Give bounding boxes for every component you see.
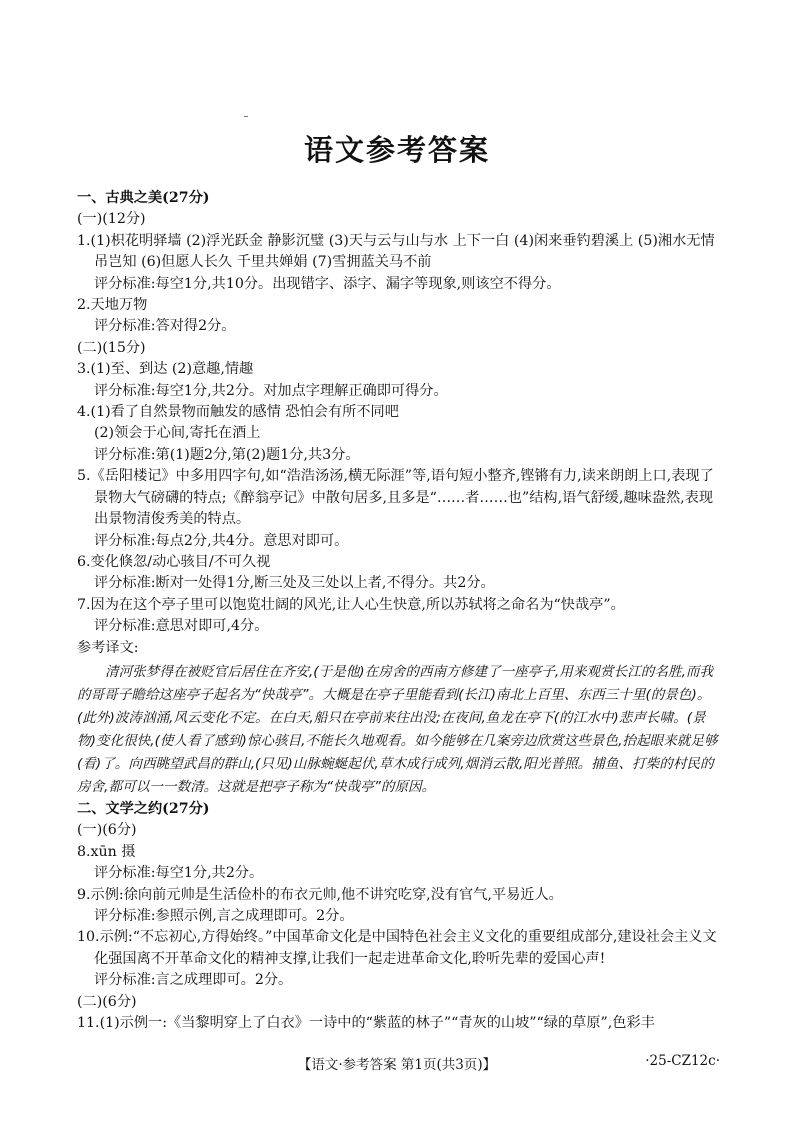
section-heading: 一、古典之美(27分) — [77, 190, 210, 206]
part-heading: (二)(15分) — [77, 339, 146, 356]
answer-body — [77, 188, 721, 1034]
scoring-note: 评分标准:每空1分,共2分。对加点字理解正确即可得分。 — [94, 382, 448, 399]
answer-item: 10.示例:“不忘初心,方得始终。”中国革命文化是中国特色社会主义文化的重要组成部分,建设社会主义文化强国离不开革命文化的精神支撑,让我们一起走进革命文化,聆听先辈的爱国心声! — [77, 929, 717, 967]
answer-subitem: (2)领会于心间,寄托在酒上 — [94, 425, 261, 442]
translation-text: 清河张梦得在被贬官后居住在齐安,(于是他)在房舍的西南方修建了一座亭子,用来观赏长江的名胜,而我的哥哥子瞻给这座亭子起名为“快哉亭”。大概是在亭子里能看到(长江)南北上百里、东西三十里(的景色)。(此外)波涛汹涌,风云变化不定。在白天,船只在亭前来往出没;在夜间,鱼龙在亭下(的江水中)悲声长啸。(景物)变化很快,(使人看了感到)惊心骇目,不能长久地观看。如今能够在几案旁边欣赏这些景色,抬起眼来就足够(看)了。向西眺望武昌的群山,(只见)山脉蜿蜒起伏,草木成行成列,烟消云散,阳光普照。捕鱼、打柴的村民的房舍,都可以一一数清。这就是把亭子称为“快哉亭”的原因。 — [77, 663, 718, 795]
answer-item: 9.示例:徐向前元帅是生活俭朴的布衣元帅,他不讲究吃穿,没有官气,平易近人。 — [77, 886, 563, 903]
scoring-note: 评分标准:言之成理即可。2分。 — [94, 972, 293, 989]
scoring-note: 评分标准:答对得2分。 — [94, 318, 236, 335]
scoring-note: 评分标准:每空1分,共2分。 — [94, 865, 264, 882]
scoring-note: 评分标准:第(1)题2分,第(2)题1分,共3分。 — [94, 446, 360, 463]
part-heading: (一)(12分) — [77, 211, 146, 228]
section-heading: 二、文学之约(27分) — [77, 800, 210, 817]
part-heading: (一)(6分) — [77, 822, 137, 839]
page-title: 语文参考答案 — [303, 133, 490, 167]
answer-item: 6.变化倏忽/动心骇目/不可久视 — [77, 553, 271, 570]
footer-code: ·25-CZ12c· — [645, 1053, 720, 1069]
answer-item: 7.因为在这个亭子里可以饱览壮阔的风光,让人心生快意,所以苏轼将之命名为“快哉亭”。 — [77, 596, 625, 613]
scoring-note: 评分标准:参照示例,言之成理即可。2分。 — [94, 907, 354, 924]
answer-item: 5.《岳阳楼记》中多用四字句,如“浩浩汤汤,横无际涯”等,语句短小整齐,铿锵有力,读来朗朗上口,表现了景物大气磅礴的特点;《醉翁亭记》中散句居多,且多是“……者……也”结构,语气舒缓,趣味盎然,表现出景物清俊秀美的特点。 — [77, 468, 714, 528]
answer-item: 4.(1)看了自然景物而触发的感情 恐怕会有所不同吧 — [77, 404, 399, 421]
answer-item: 11.(1)示例一:《当黎明穿上了白衣》一诗中的“紫蓝的林子”“青灰的山坡”“绿的草原”,色彩丰 — [77, 1015, 655, 1031]
answer-item: 1.(1)枳花明驿墙 (2)浮光跃金 静影沉璧 (3)天与云与山与水 上下一白 (4)闲来垂钓碧溪上 (5)湘水无情吊岂知 (6)但愿人长久 千里共婵娟 (7)雪拥蓝关马不前 — [77, 232, 715, 271]
scoring-note: 评分标准:意思对即可,4分。 — [94, 618, 269, 635]
answer-item: 2.天地万物 — [77, 297, 148, 314]
scoring-note: 评分标准:断对一处得1分,断三处及三处以上者,不得分。共2分。 — [94, 575, 495, 592]
scan-mark — [244, 116, 248, 117]
footer-page-info: 【语文·参考答案 第1页(共3页)】 — [297, 1057, 497, 1073]
answer-item: 3.(1)至、到达 (2)意趣,情趣 — [77, 361, 254, 378]
scoring-note: 评分标准:每空1分,共10分。出现错字、添字、漏字等现象,则该空不得分。 — [94, 275, 561, 292]
translation-heading: 参考译文: — [77, 639, 139, 656]
scoring-note: 评分标准:每点2分,共4分。意思对即可。 — [94, 532, 349, 549]
part-heading: (二)(6分) — [77, 993, 137, 1010]
answer-item: 8.xūn 摄 — [77, 843, 136, 860]
